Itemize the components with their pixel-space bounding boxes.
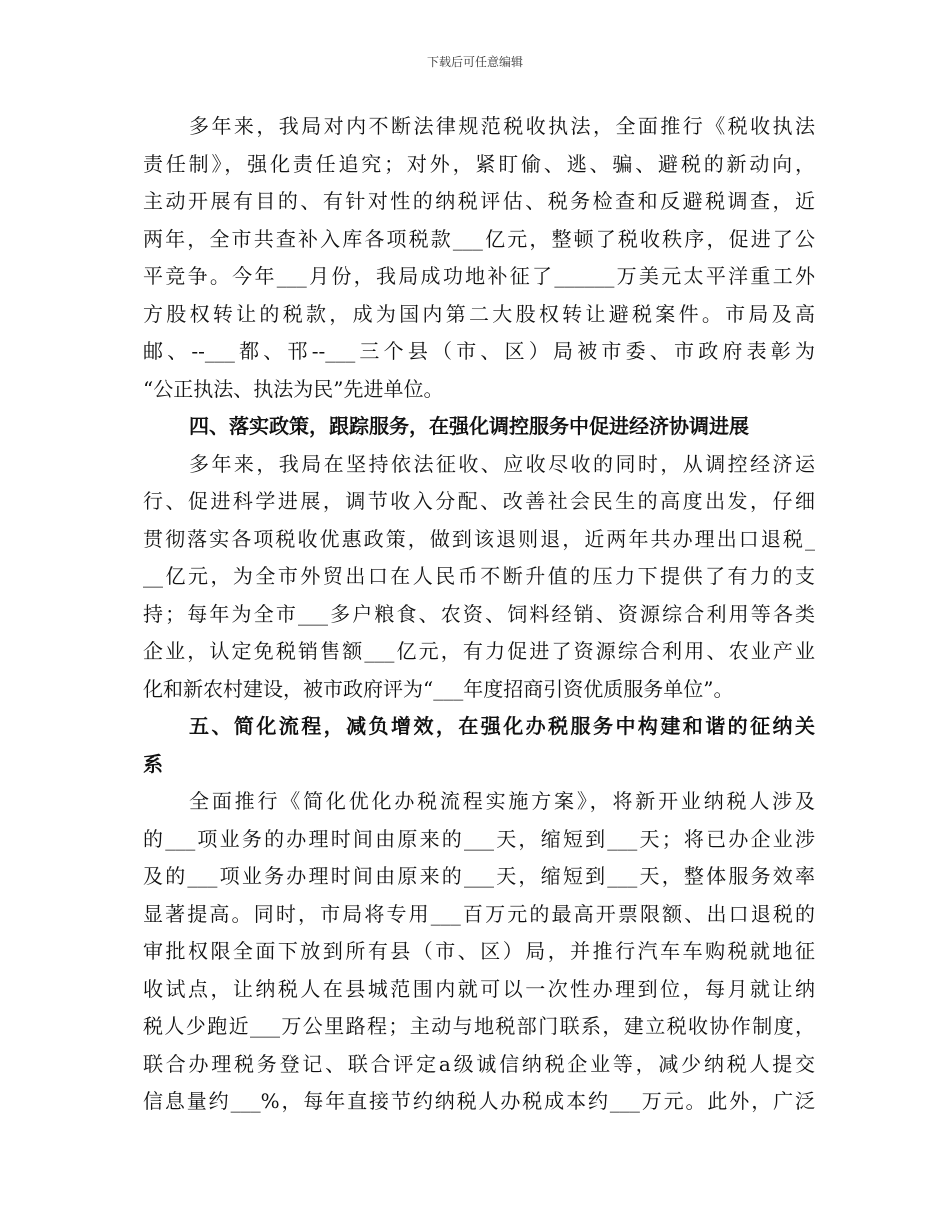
paragraph-line: 信息量约___%，每年直接节约纳税人办税成本约___万元。此外，广泛 — [143, 1089, 815, 1113]
paragraph-line: 企业，认定免税销售额___亿元，有力促进了资源综合利用、农业产业 — [143, 639, 815, 663]
page-header-note: 下载后可任意编辑 — [426, 55, 523, 69]
paragraph-line: __亿元，为全市外贸出口在人民币不断升值的压力下提供了有力的支 — [143, 564, 815, 588]
paragraph-line: “公正执法、执法为民”先进单位。 — [143, 376, 444, 401]
paragraph-line: 多年来，我局对内不断法律规范税收执法，全面推行《税收执法 — [189, 114, 815, 138]
paragraph-line: 邮、--___都、邗--___三个县（市、区）局被市委、市政府表彰为 — [143, 339, 815, 363]
paragraph-line: 税人少跑近___万公里路程；主动与地税部门联系，建立税收协作制度， — [143, 1014, 815, 1038]
section-heading-line: 系 — [143, 751, 163, 776]
paragraph-line: 主动开展有目的、有针对性的纳税评估、税务检查和反避税调查，近 — [143, 189, 815, 213]
paragraph-line: 的___项业务的办理时间由原来的___天，缩短到___天；将已办企业涉 — [143, 826, 815, 851]
paragraph-line: 化和新农村建设，被市政府评为“___年度招商引资优质服务单位”。 — [143, 676, 734, 701]
paragraph-line: 联合办理税务登记、联合评定a级诚信纳税企业等，减少纳税人提交 — [143, 1051, 815, 1076]
paragraph-line: 收试点，让纳税人在县城范围内就可以一次性办理到位，每月就让纳 — [143, 976, 815, 1001]
paragraph-line: 多年来，我局在坚持依法征收、应收尽收的同时，从调控经济运 — [189, 451, 815, 476]
paragraph-line: 行、促进科学进展，调节收入分配、改善社会民生的高度出发，仔细 — [143, 489, 815, 513]
paragraph-line: 责任制》，强化责任追究；对外，紧盯偷、逃、骗、避税的新动向， — [143, 151, 815, 176]
paragraph-line: 平竞争。今年___月份，我局成功地补征了______万美元太平洋重工外 — [143, 264, 815, 288]
paragraph-line: 贯彻落实各项税收优惠政策，做到该退则退，近两年共办理出口退税_ — [143, 526, 815, 551]
paragraph-line: 及的___项业务办理时间由原来的___天，缩短到___天，整体服务效率 — [143, 864, 815, 888]
document-body — [143, 108, 815, 1121]
paragraph-line: 审批权限全面下放到所有县（市、区）局，并推行汽车车购税就地征 — [143, 939, 815, 963]
paragraph-line: 方股权转让的税款，成为国内第二大股权转让避税案件。市局及高 — [143, 301, 815, 326]
paragraph-line: 全面推行《简化优化办税流程实施方案》，将新开业纳税人涉及 — [189, 789, 815, 813]
paragraph-line: 两年，全市共查补入库各项税款___亿元，整顿了税收秩序，促进了公 — [143, 226, 815, 251]
paragraph-line: 持；每年为全市___多户粮食、农资、饲料经销、资源综合利用等各类 — [143, 601, 815, 626]
section-heading-line: 五、简化流程，减负增效，在强化办税服务中构建和谐的征纳关 — [189, 714, 815, 738]
paragraph-line: 显著提高。同时，市局将专用___百万元的最高开票限额、出口退税的 — [143, 901, 815, 926]
section-heading-line: 四、落实政策，跟踪服务，在强化调控服务中促进经济协调进展 — [189, 414, 749, 438]
